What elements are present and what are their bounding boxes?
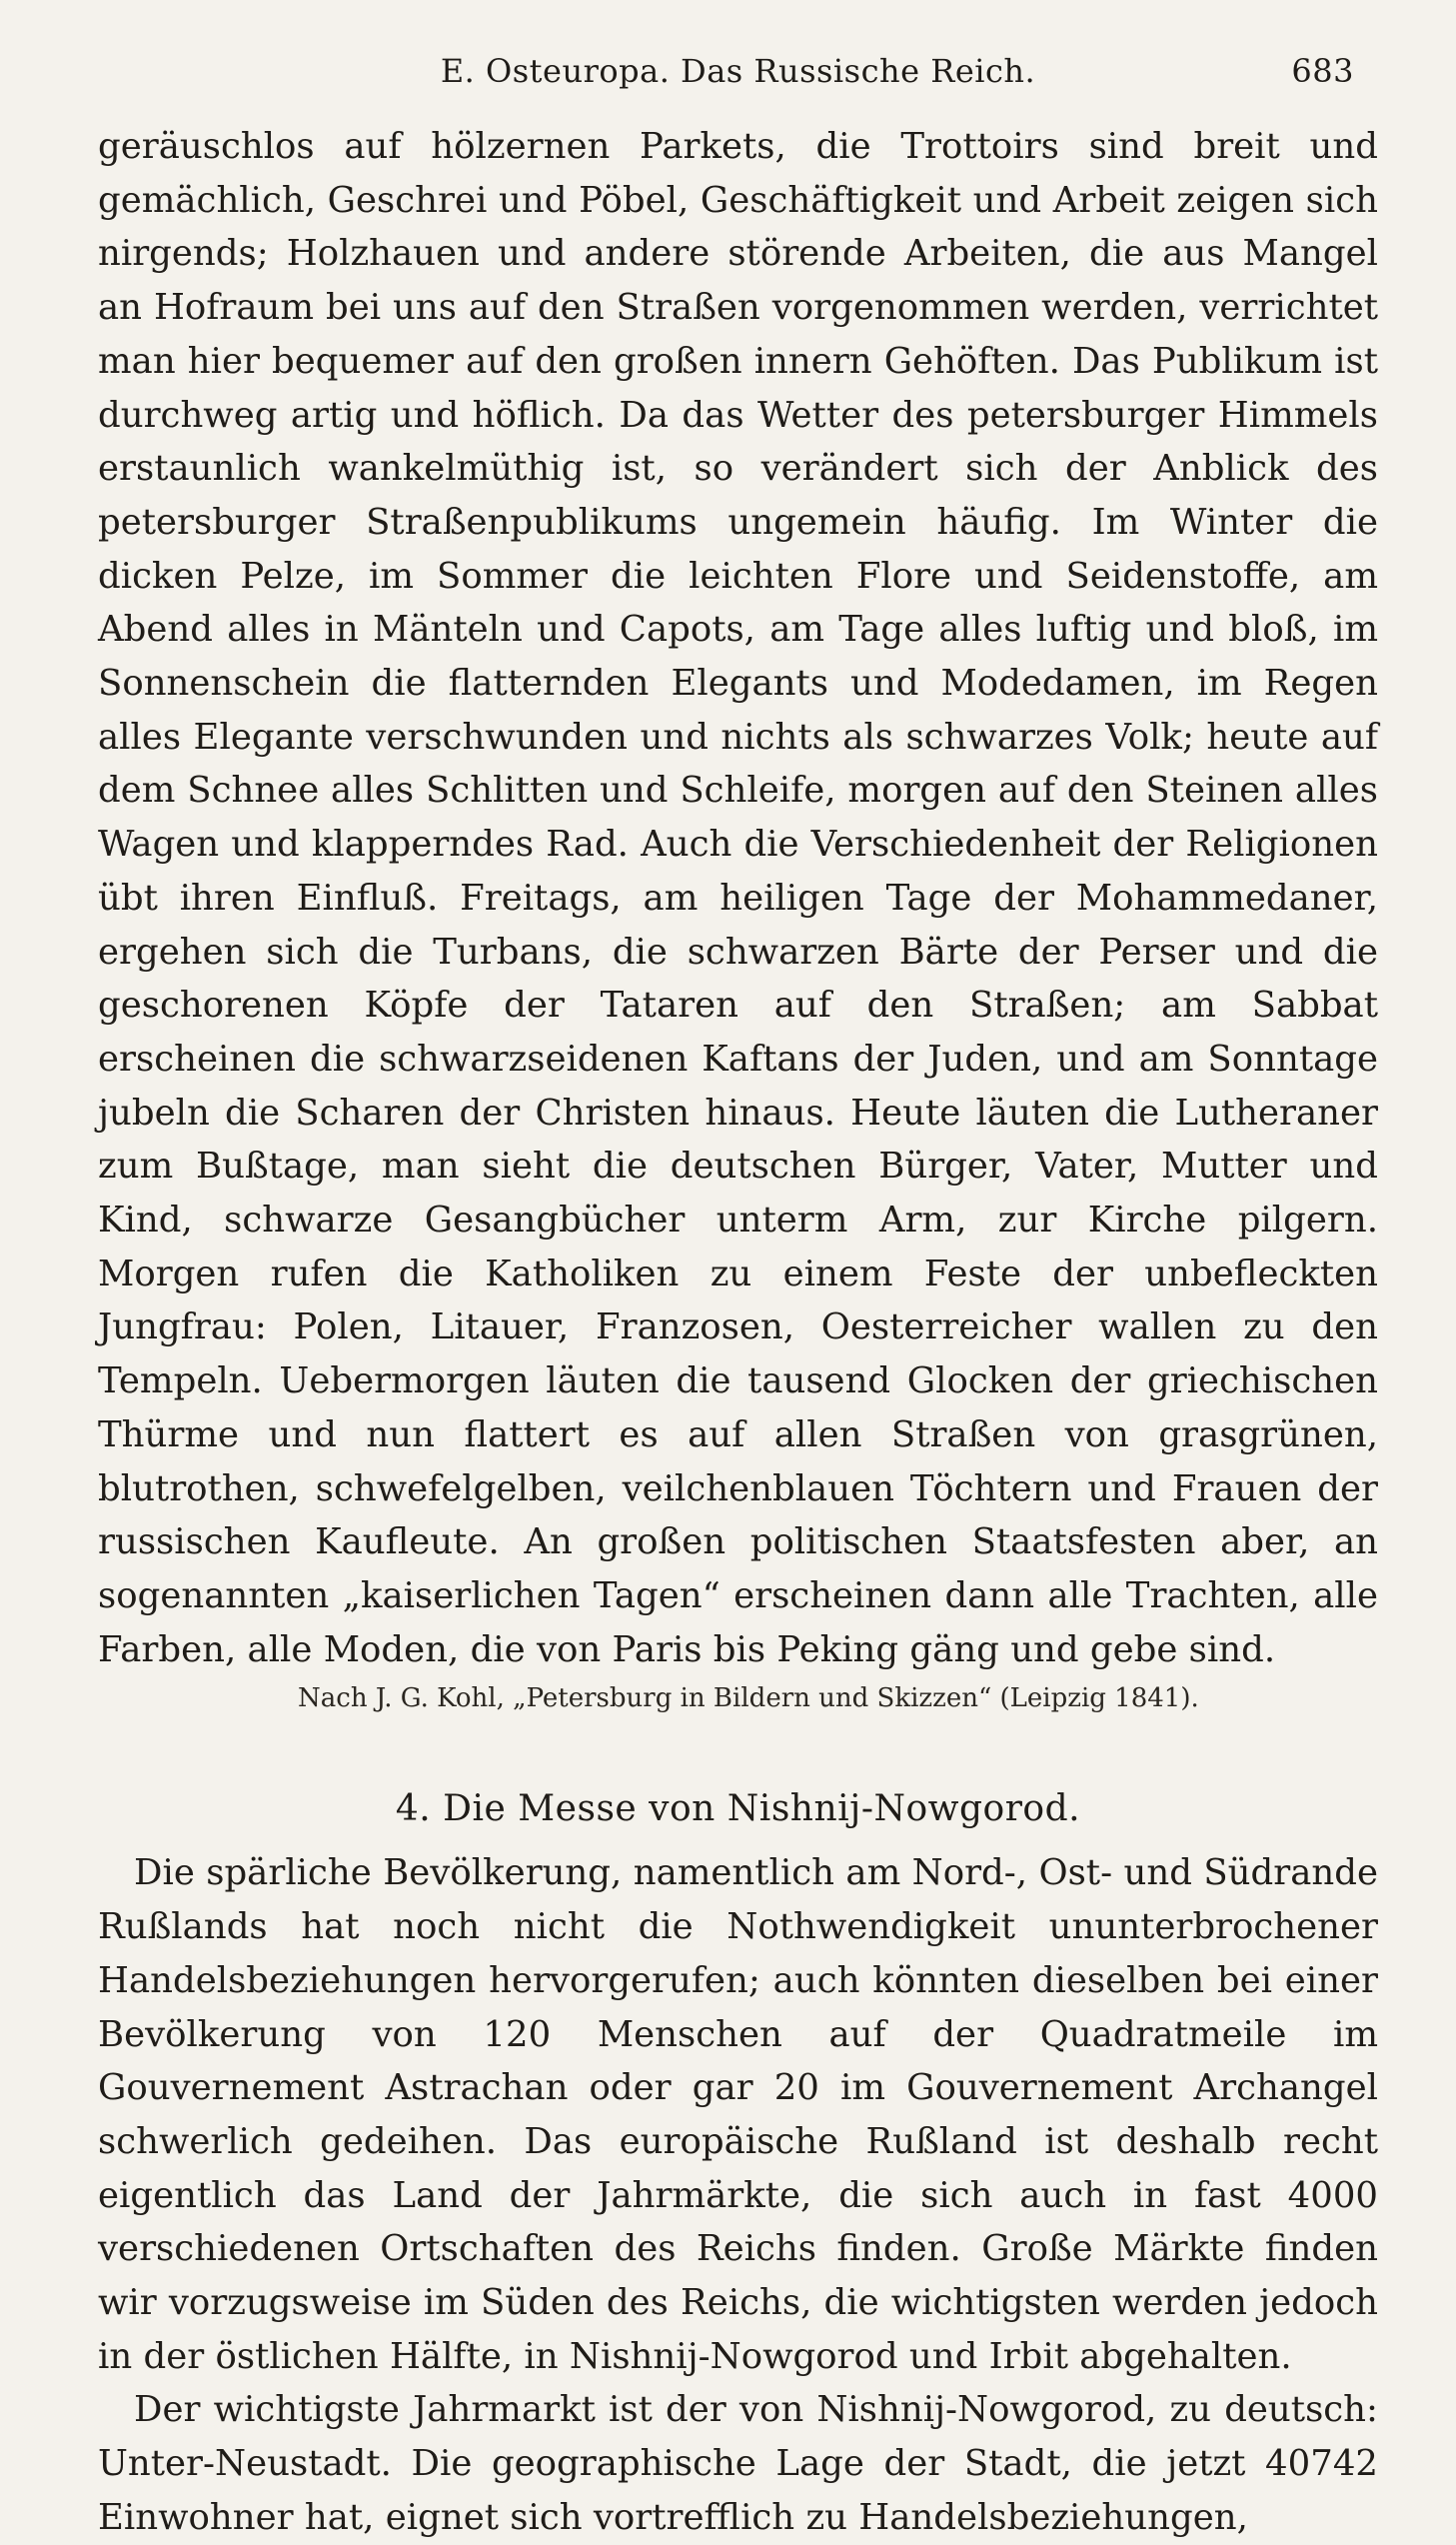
source-citation: Nach J. G. Kohl, „Petersburg in Bildern und Skizzen“ (Leipzig 1841). <box>298 1683 1199 1714</box>
body-text <box>98 120 1378 1676</box>
paragraph-nishnij-nowgorod: Der wichtigste Jahrmarkt ist der von Nishnij-Nowgorod, zu deutsch: Unter-Neustadt. Die geographische Lage der Stadt, die jetzt 40742 Einwohner hat, eignet sich vortrefflich zu Handelsbeziehungen, <box>98 2389 1378 2538</box>
running-head <box>98 48 1378 104</box>
running-head-title: E. Osteuropa. Das Russische Reich. <box>440 52 1036 90</box>
paragraph-population-and-fairs: Die spärliche Bevölkerung, namentlich am Nord-, Ost- und Südrande Rußlands hat noch nicht die Nothwendigkeit ununterbrochener Handelsbeziehungen hervorgerufen; auch könnten dieselben bei einer Bevölkerung von 120 Menschen auf der Quadratmeile im Gouvernement Astrachan oder gar 20 im Gouvernement Archangel schwerlich gedeihen. Das europäische Rußland ist deshalb recht eigentlich das Land der Jahrmärkte, die sich auch in fast 4000 verschiedenen Ortschaften des Reichs finden. Große Märkte finden wir vorzugsweise im Süden des Reichs, die wichtigsten werden jedoch in der östlichen Hälfte, in Nishnij-Nowgorod und Irbit abgehalten. <box>98 1852 1378 2377</box>
paragraph-petersburg-street-life: geräuschlos auf hölzernen Parkets, die Trottoirs sind breit und gemächlich, Geschrei und Pöbel, Geschäftigkeit und Arbeit zeigen sich nirgends; Holzhauen und andere störende Arbeiten, die aus Mangel an Hofraum bei uns auf den Straßen vorgenommen werden, verrichtet man hier bequemer auf den großen innern Gehöften. Das Publikum ist durchweg artig und höflich. Da das Wetter des petersburger Himmels erstaunlich wankelmüthig ist, so verändert sich der Anblick des petersburger Straßenpublikums ungemein häufig. Im Winter die dicken Pelze, im Sommer die leichten Flore und Seidenstoffe, am Abend alles in Mänteln und Capots, am Tage alles luftig und bloß, im Sonnenschein die flatternden Elegants und Modedamen, im Regen alles Elegante verschwunden und nichts als schwarzes Volk; heute auf dem Schnee alles Schlitten und Schleife, morgen auf den Steinen alles Wagen und klapperndes Rad. Auch die Verschiedenheit der Religionen übt ihren Einfluß. Freitags, am heiligen Tage der Mohammedaner, ergehen sich die Turbans, die schwarzen Bärte der Perser und die geschorenen Köpfe der Tataren auf den Straßen; am Sabbat erscheinen die schwarzseidenen Kaftans der Juden, und am Sonntage jubeln die Scharen der Christen hinaus. Heute läuten die Lutheraner zum Bußtage, man sieht die deutschen Bürger, Vater, Mutter und Kind, schwarze Gesangbücher unterm Arm, zur Kirche pilgern. Morgen rufen die Katholiken zu einem Feste der unbefleckten Jungfrau: Polen, Litauer, Franzosen, Oesterreicher wallen zu den Tempeln. Uebermorgen läuten die tausend Glocken der griechischen Thürme und nun flattert es auf allen Straßen von grasgrünen, blutrothen, schwefelgelben, veilchenblauen Töchtern und Frauen der russischen Kaufleute. An großen politischen Staatsfesten aber, an sogenannten „kaiserlichen Tagen“ erscheinen dann alle Trachten, alle Farben, alle Moden, die von Paris bis Peking gäng und gebe sind. <box>98 126 1378 1670</box>
page-number: 683 <box>1291 52 1354 90</box>
section-heading: 4. Die Messe von Nishnij-Nowgorod. <box>395 1788 1081 1830</box>
